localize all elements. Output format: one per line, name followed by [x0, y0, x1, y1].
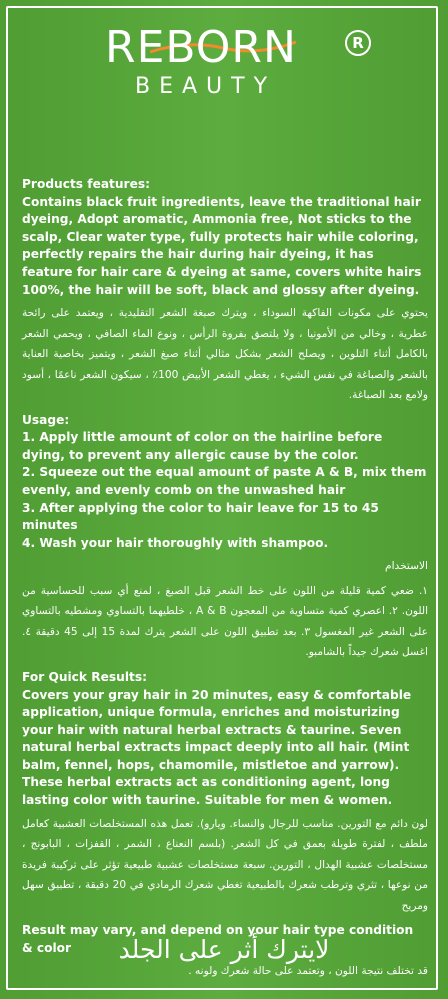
usage-step-2: 2. Squeeze out the equal amount of paste A & B, mix them evenly, and evenly comb on the unwashed hair — [22, 465, 427, 498]
disclaimer-arabic: قد تختلف نتيجة اللون ، وتعتمد على حالة شعرك ولونه . — [188, 965, 428, 978]
brand-name: REBORN — [105, 22, 297, 73]
usage-step-4: 4. Wash your hair thoroughly with shampoo. — [22, 535, 329, 550]
quick-results-text: Covers your gray hair in 20 minutes, easy & comfortable application, unique formula, enriches and moisturizing your hair with natural herbal extracts & taurine. Seven natural herbal extracts impact deeply into all hair. (Mint balm, fennel, hops, chamomile, mistletoe and yarrow). These herbal extracts act as conditioning agent, long lasting color with taurine. Suitable for men & women. — [22, 687, 412, 808]
registered-mark: R — [345, 30, 371, 56]
usage-arabic-heading: الاستخدام — [385, 560, 428, 573]
quick-results-heading: For Quick Results: — [22, 669, 147, 684]
brand-subtitle: BEAUTY — [135, 74, 277, 99]
features-text: Contains black fruit ingredients, leave the traditional hair dyeing, Adopt aromatic, Ammonia free, Not sticks to the scalp, Clear water type, fully protects hair while coloring, perfectly repairs the hair during hair dyeing, it has feature for hair care & dyeing at same, covers white hairs 100%, the hair will be soft, black and glossy after dyeing. — [22, 194, 422, 297]
features-arabic: يحتوي على مكونات الفاكهة السوداء ، ويترك صبغة الشعر التقليدية ، ويعتمد على رائحة عطرية ، وخالي من الأمونيا ، ولا يلتصق بفروة الرأس ، ونوع الماء الصافي ، ويحمي الشعر بالكامل أثناء التلوين ، ويصلح الشعر بشكل مثالي أثناء صبغ الشعر ، ويتميز بخاصية العناية بالشعر والصباغة في نفس الشيء ، يغطي الشعر الأبيض 100٪ ، سيكون الشعر ناعمًا ، أسود ولامع بعد الصباغة. — [22, 307, 428, 402]
arabic-tagline: لايترك أثر على الجلد — [118, 935, 330, 964]
disclaimer-text: Result may vary, and depend on your hair type condition & color — [22, 923, 414, 955]
features-heading: Products features: — [22, 177, 150, 191]
usage-arabic: ١. ضعي كمية قليلة من اللون على خط الشعر قبل الصبغ ، لمنع أي سبب للحساسية من اللون. ٢. اعصري كمية متساوية من المعجون A & B ، خلطيهما بالتساوي ومشطيه بالتساوي على الشعر غير المغسول ٣. بعد تطبيق اللون على الشعر يترك لمدة 15 إلى 45 دقيقة ٤. اغسل شعرك جيداً بالشامبو. — [22, 584, 429, 659]
description-content — [22, 176, 428, 986]
usage-heading: Usage: — [22, 412, 70, 427]
usage-step-3: 3. After applying the color to hair leave for 15 to 45 minutes — [22, 500, 379, 533]
quick-results-arabic: لون دائم مع التورين. مناسب للرجال والنساء. ويارو). تعمل هذه المستخلصات العشبية كعامل ملطف ، لفترة طويلة بعمق في كل الشعر. (بلسم النعناع ، الشمر ، القفزات ، البابونج ، مستخلصات عشبية الهدال ، التورين. سبعة مستخلصات عشبية طبيعية تؤثر على تركيبة فريدة من نوعها ، تثري وترطب شعرك بالطبيعية تغطي شعرك الرمادي في 20 دقيقة ، تطبيق سهل ومريح — [22, 817, 428, 912]
usage-step-1: 1. Apply little amount of color on the hairline before dying, to prevent any allergic cause by the color. — [22, 430, 383, 462]
